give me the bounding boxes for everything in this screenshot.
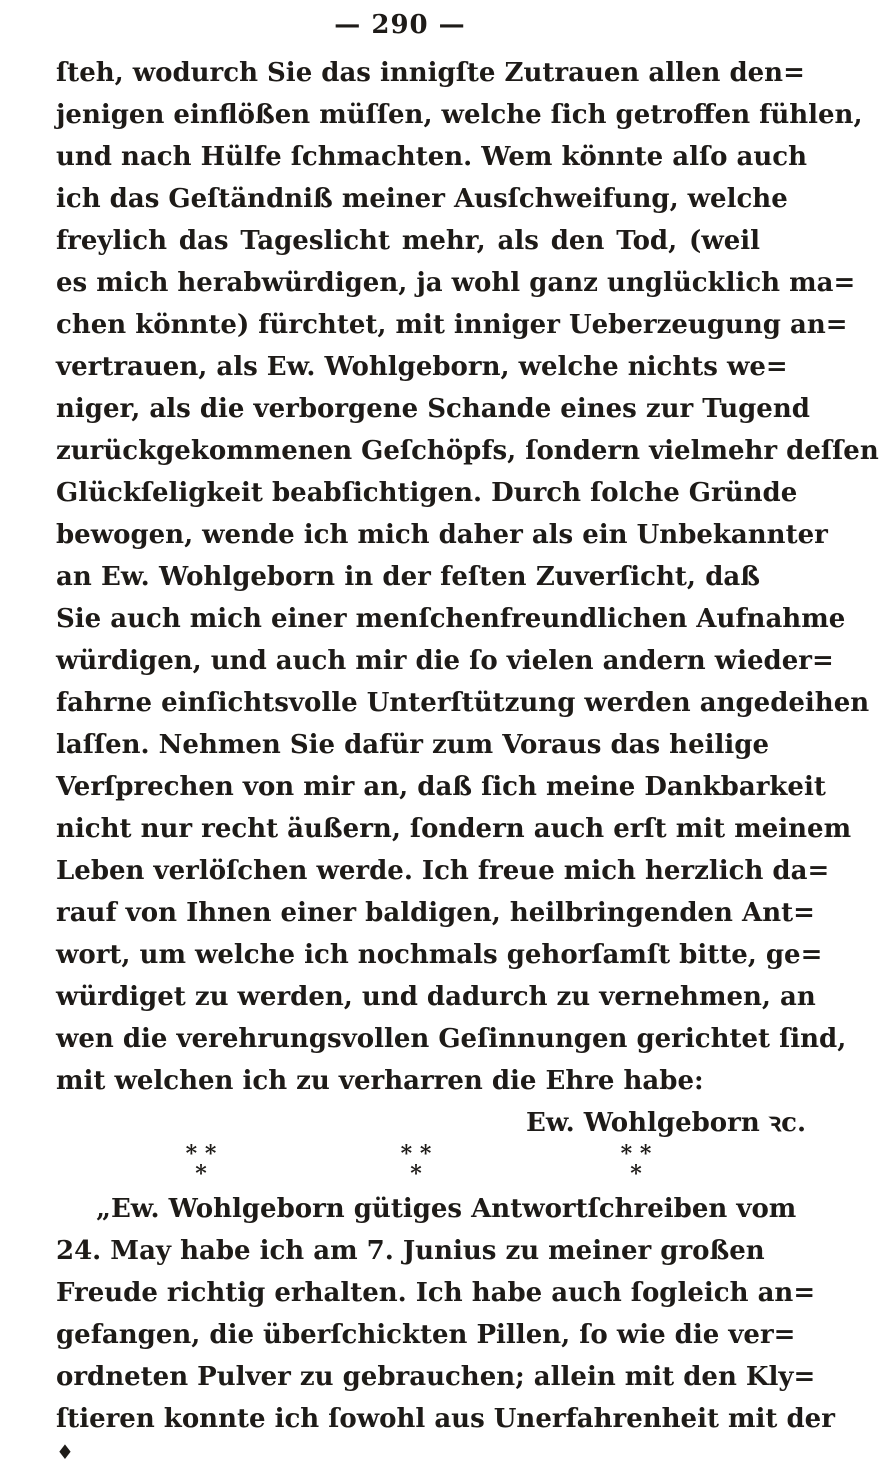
text-line: würdigen, und auch mir die ſo vielen andern wieder=: [56, 646, 834, 676]
body-text: [56, 52, 879, 1464]
text-line: Glückſeligkeit beabſichtigen. Durch ſolche Gründe: [56, 478, 798, 508]
asterism-separator: [56, 1141, 760, 1188]
text-line: ſteh, wodurch Sie das innigſte Zutrauen allen den=: [56, 58, 805, 88]
asterism: * * *: [620, 1141, 652, 1187]
text-line: Verſprechen von mir an, daß ſich meine Dankbarkeit: [56, 772, 826, 802]
text-line: Leben verlöſchen werde. Ich freue mich herzlich da=: [56, 856, 830, 886]
text-line: laſſen. Nehmen Sie dafür zum Voraus das heilige: [56, 730, 769, 760]
text-line: zurückgekommenen Geſchöpfs, ſondern vielmehr deſſen: [56, 436, 879, 466]
text-line: jenigen einflößen müſſen, welche ſich getroffen fühlen,: [56, 100, 863, 130]
text-line: fahrne einſichtsvolle Unterſtützung werden angedeihen: [56, 688, 870, 718]
page-number-header: — 290 —: [334, 10, 466, 40]
asterism: * * *: [185, 1141, 217, 1187]
text-line: würdiget zu werden, und dadurch zu vernehmen, an: [56, 982, 816, 1012]
asterism: * * *: [400, 1141, 432, 1187]
text-line: chen könnte) fürchtet, mit inniger Ueberzeugung an=: [56, 310, 848, 340]
text-line: Sie auch mich einer menſchenfreundlichen Aufnahme: [56, 604, 846, 634]
text-line: an Ew. Wohlgeborn in der feſten Zuverſicht, daß: [56, 562, 760, 592]
letter-closing: Ew. Wohlgeborn ꝛc.: [526, 1108, 806, 1138]
text-line: gefangen, die überſchickten Pillen, ſo wie die ver=: [56, 1320, 796, 1350]
text-line: „Ew. Wohlgeborn gütiges Antwortſchreiben vom: [96, 1194, 797, 1224]
text-line: rauf von Ihnen einer baldigen, heilbringenden Ant=: [56, 898, 815, 928]
text-line: es mich herabwürdigen, ja wohl ganz unglücklich ma=: [56, 268, 856, 298]
text-line: wen die verehrungsvollen Geſinnungen gerichtet ſind,: [56, 1024, 847, 1054]
text-line: bewogen, wende ich mich daher als ein Unbekannter: [56, 520, 828, 550]
text-line: nicht nur recht äußern, ſondern auch erſt mit meinem: [56, 814, 852, 844]
text-line: mit welchen ich zu verharren die Ehre habe:: [56, 1066, 704, 1096]
text-line: und nach Hülfe ſchmachten. Wem könnte alſo auch: [56, 142, 808, 172]
text-line: 24. May habe ich am 7. Junius zu meiner großen: [56, 1236, 765, 1266]
text-line: freylich das Tageslicht mehr, als den Tod, (weil: [56, 226, 760, 256]
text-line: ordneten Pulver zu gebrauchen; allein mit den Kly=: [56, 1362, 816, 1392]
text-line: ich das Geſtändniß meiner Ausſchweifung, welche: [56, 184, 788, 214]
text-line: vertrauen, als Ew. Wohlgeborn, welche nichts we=: [56, 352, 788, 382]
text-line: wort, um welche ich nochmals gehorſamſt bitte, ge=: [56, 940, 823, 970]
signature-mark: ♦: [56, 1440, 74, 1464]
text-line: Freude richtig erhalten. Ich habe auch ſogleich an=: [56, 1278, 816, 1308]
text-line: ſtieren konnte ich ſowohl aus Unerfahrenheit mit der: [56, 1404, 835, 1434]
text-line: niger, als die verborgene Schande eines zur Tugend: [56, 394, 810, 424]
